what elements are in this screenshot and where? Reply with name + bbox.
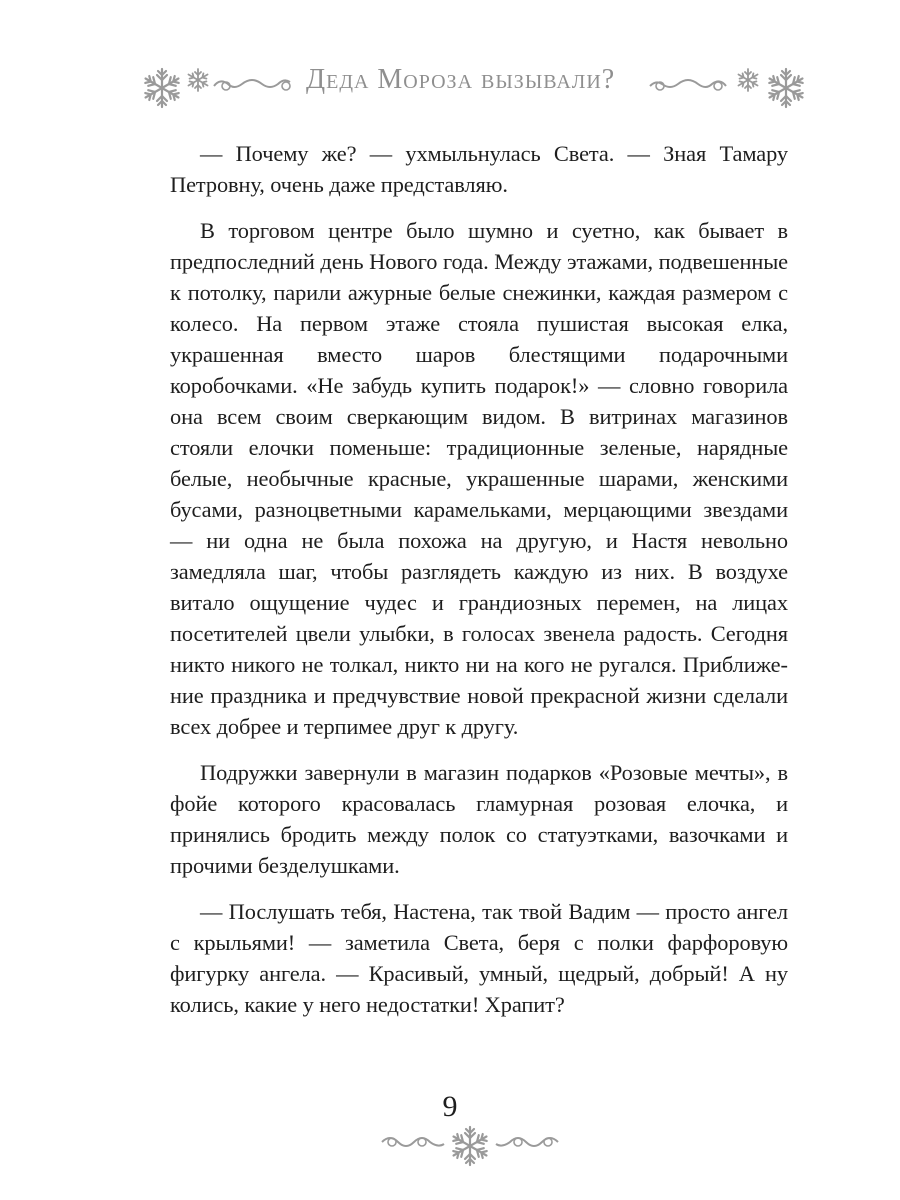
snowflake-icon: [143, 69, 181, 107]
snowflake-icon: [451, 1127, 489, 1165]
paragraph: В торговом центре было шумно и суетно, как бывает в предпоследний день Нового года. Между этажами, подвешенные к потолку, парили ажурные белые снежинки, каждая размером с колесо. На первом этаже стояла пушистая высокая елка, украшенная вместо шаров блестящими подарочными коробочками. «Не забудь купить подарок!» — словно говорила она всем своим сверкающим видом. В витринах магазинов стояли елочки поменьше: традиционные зеленые, нарядные белые, необычные красные, украшенные шарами, женскими бусами, разноцветными карамельками, мерцающими звездами — ни одна не была похожа на другую, и Настя невольно замедляла шаг, чтобы разглядеть каждую из них. В воздухе витало ощущение чудес и грандиозных перемен, на лицах посетителей цвели улыбки, в голосах звенела радость. Сегодня никто никого не толкал, никто ни на кого не ругался. Приближение праздника и предчувствие новой прекрасной жизни сделали всех добрее и терпимее друг к другу.: [170, 218, 788, 739]
header-left-ornament: [140, 58, 310, 114]
page-number: 9: [442, 1090, 458, 1123]
snowflake-icon: [737, 69, 759, 91]
paragraph: — Почему же? — ухмыльнулась Света. — Зная Тамару Петровну, очень даже представляю.: [170, 141, 788, 197]
snowflake-icon: [767, 69, 805, 107]
running-title: Деда Мороза вызывали?: [306, 64, 616, 95]
paragraph: — Послушать тебя, Настена, так твой Вадим — просто ангел с крыльями! — заметила Света, беря с полки фарфоровую фигурку ангела. — Красивый, умный, щедрый, добрый! А ну колись, какие у него недостатки! Храпит?: [170, 899, 788, 1017]
running-header: [0, 58, 900, 114]
snowflake-icon: [187, 69, 209, 91]
footer-ornament: [370, 1116, 570, 1176]
page-body: [170, 138, 788, 1035]
header-right-ornament: [636, 58, 816, 114]
paragraph: Подружки завернули в магазин подарков «Розовые мечты», в фойе которого красовалась гламурная розовая елочка, и принялись бродить между полок со статуэтками, вазочками и прочими безделушками.: [170, 760, 788, 878]
